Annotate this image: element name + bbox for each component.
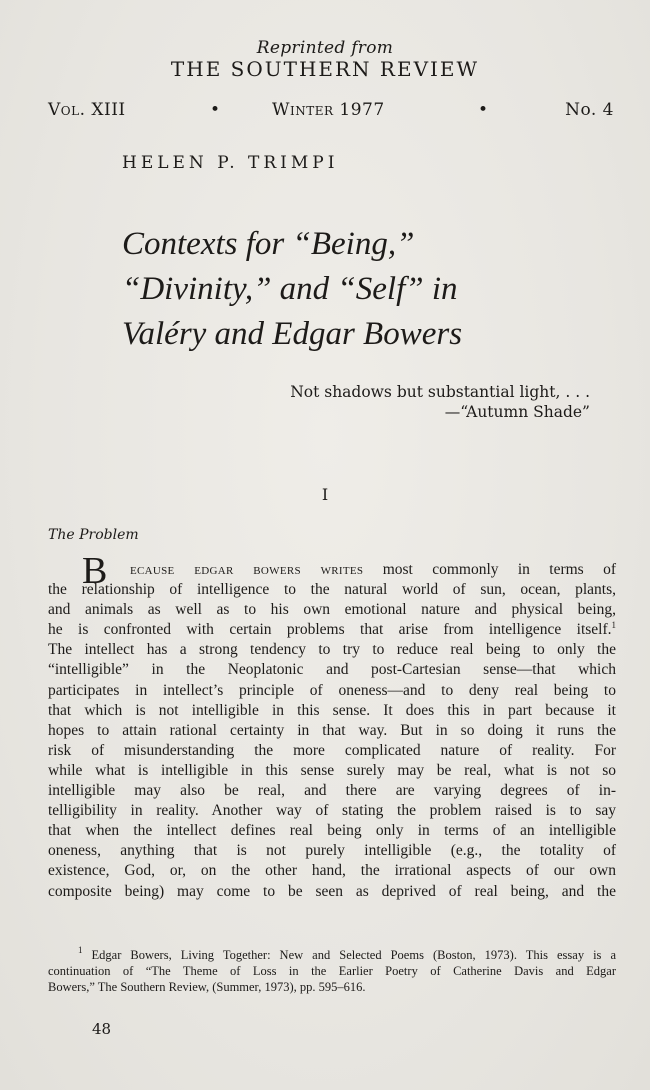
body-line: intelligible may also be real, and there are varying degrees of in- (48, 782, 616, 800)
body-line: telligibility in reality. Another way of stating the problem raised is to say (48, 802, 616, 820)
epigraph (270, 382, 590, 422)
body-line-text: he is confronted with certain problems that arise from intelligence itself. (48, 621, 612, 639)
body-line: oneness, anything that is not purely intelligible (e.g., the totality of (48, 842, 616, 860)
bullet-separator: • (210, 100, 221, 120)
body-line: that which is not intelligible in this sense. It does this in part because it (48, 701, 616, 719)
issue-number: No. 4 (565, 100, 614, 120)
season-label: Winter 1977 (272, 100, 385, 120)
title-line: Valéry and Edgar Bowers (122, 316, 463, 352)
lead-in-small-caps: ecause edgar bowers writes (130, 561, 364, 578)
reprinted-from-label: Reprinted from (256, 38, 394, 58)
epigraph-quote: Not shadows but substantial light, . . . (290, 383, 590, 401)
drop-cap: B (82, 550, 108, 592)
footnote-line (48, 947, 616, 963)
title-line: Contexts for “Being,” (122, 226, 415, 262)
footnote-line: continuation of “The Theme of Loss in the Earlier Poetry of Catherine Davis and Edgar (48, 964, 616, 978)
footnote-line: Bowers,” The Southern Review, (Summer, 1973), pp. 595–616. (48, 980, 366, 994)
body-line: the relationship of intelligence to the natural world of sun, ocean, plants, (48, 581, 616, 599)
volume-label: Vol. XIII (48, 100, 126, 120)
bullet-separator: • (478, 100, 489, 120)
body-line: and animals as well as to his own emotional nature and physical being, (48, 601, 616, 619)
body-line: “intelligible” in the Neoplatonic and post-Cartesian sense—that which (48, 661, 616, 679)
author-name: HELEN P. TRIMPI (122, 153, 339, 173)
epigraph-source: —“Autumn Shade” (444, 403, 590, 421)
body-line (48, 560, 616, 580)
body-line (48, 620, 616, 640)
footnote (48, 947, 616, 995)
body-line: participates in intellect’s principle of oneness—and to deny real being to (48, 681, 616, 699)
journal-name: THE SOUTHERN REVIEW (170, 57, 480, 81)
footnote-marker: 1 (78, 945, 83, 955)
body-line-text: most commonly in terms of (363, 561, 616, 578)
title-line: “Divinity,” and “Self” in (122, 271, 458, 307)
section-subheading: The Problem (48, 527, 139, 543)
body-line: while what is intelligible in this sense surely may be real, what is not so (48, 761, 616, 779)
footnote-reference: 1 (611, 620, 616, 631)
body-line: existence, God, or, on the other hand, the irrational aspects of our own (48, 862, 616, 880)
body-line: hopes to attain rational certainty in that way. But in so doing it runs the (48, 721, 616, 739)
body-text (48, 560, 616, 902)
body-line: composite being) may come to be seen as deprived of real being, and the (48, 882, 616, 900)
section-number: I (321, 485, 329, 504)
body-line: that when the intellect defines real being only in terms of an intelligible (48, 822, 616, 840)
article-title (122, 222, 542, 357)
issue-info-row (48, 100, 614, 126)
page-number: 48 (92, 1020, 112, 1038)
body-line: The intellect has a strong tendency to try to reduce real being to only the (48, 641, 616, 659)
body-line: risk of misunderstanding the more complicated nature of reality. For (48, 741, 616, 759)
footnote-text: Edgar Bowers, Living Together: New and Selected Poems (Boston, 1973). This essay is a (91, 948, 616, 962)
